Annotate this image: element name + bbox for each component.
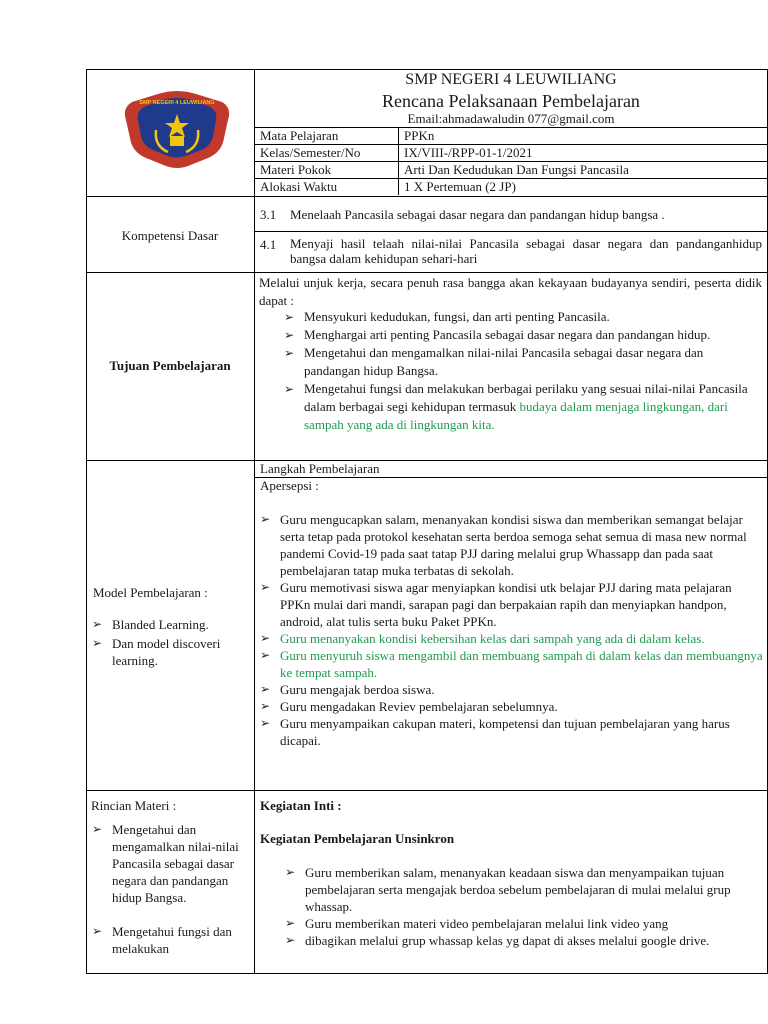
- list-item: ➢ dibagikan melalui grup whassap kelas yg dapat di akses melalui google drive.: [285, 933, 710, 948]
- arrow-bullet-icon: ➢: [260, 699, 271, 713]
- arrow-bullet-icon: ➢: [260, 682, 271, 696]
- info-value: Arti Dan Kedudukan Dan Fungsi Pancasila: [404, 162, 629, 177]
- info-label: Alokasi Waktu: [260, 179, 338, 194]
- inti-steps: [283, 864, 763, 949]
- arrow-bullet-icon: ➢: [285, 916, 296, 930]
- arrow-bullet-icon: ➢: [260, 716, 271, 730]
- list-item: ➢ Mensyukuri kedudukan, fungsi, dan arti penting Pancasila.: [284, 309, 610, 324]
- list-item: ➢ Guru menyuruh siswa mengambil dan membuang sampah di dalam kelas dan membuangnya ke tempat sampah.: [260, 648, 763, 680]
- list-item: ➢ Guru memberikan materi video pembelajaran melalui link video yang: [285, 916, 669, 931]
- school-name: SMP NEGERI 4 LEUWILIANG: [405, 71, 617, 88]
- logo-text: SMP NEGERI 4 LEUWILIANG: [139, 100, 215, 106]
- apersepsi-steps: [258, 511, 764, 749]
- kd1-text: Menelaah Pancasila sebagai dasar negara dan pandangan hidup bangsa .: [290, 207, 665, 222]
- page-title: Rencana Pelaksanaan Pembelajaran: [382, 91, 640, 111]
- arrow-bullet-icon: ➢: [260, 648, 271, 662]
- kd2-number: 4.1: [260, 237, 277, 252]
- info-value: 1 X Pertemuan (2 JP): [404, 179, 516, 194]
- arrow-bullet-icon: ➢: [92, 924, 103, 938]
- tujuan-intro: Melalui unjuk kerja, secara penuh rasa bangga akan kekayaan budayanya sendiri, peserta didik dapat :: [259, 275, 762, 308]
- list-item: ➢ Guru menanyakan kondisi kebersihan kelas dari sampah yang ada di dalam kelas.: [260, 631, 705, 646]
- arrow-bullet-icon: ➢: [92, 617, 103, 631]
- arrow-bullet-icon: ➢: [92, 822, 103, 836]
- arrow-bullet-icon: ➢: [284, 346, 295, 360]
- list-item: ➢ Guru memberikan salam, menanyakan keadaan siswa dan menyampaikan tujuan pembelajaran serta mengajak berdoa sebelum pembelajaran di mulai melalui grup whassap.: [285, 865, 731, 914]
- list-item: ➢ Mengetahui fungsi dan melakukan: [92, 924, 232, 956]
- list-item: ➢ Guru mengadakan Reviev pembelajaran sebelumnya.: [260, 699, 558, 714]
- arrow-bullet-icon: ➢: [285, 865, 296, 879]
- list-item: ➢ Guru memotivasi siswa agar menyiapkan kondisi utk belajar PJJ daring mata pelajaran PPKn mulai dari mandi, sarapan pagi dan berpakaian rapih dan menyiapkan handpon, android, alat tulis serta buku Paket PPKn.: [260, 580, 732, 629]
- list-item: ➢ Mengetahui dan mengamalkan nilai-nilai Pancasila sebagai dasar negara dan pandangan hidup Bangsa.: [92, 822, 239, 905]
- kd2-text: Menyaji hasil telaah nilai-nilai Pancasila sebagai dasar negara dan pandanganhidup bangsa dalam kehidupan sehari-hari: [290, 236, 762, 266]
- info-label: Materi Pokok: [260, 162, 332, 177]
- arrow-bullet-icon: ➢: [284, 328, 295, 342]
- kompetensi-label: Kompetensi Dasar: [121, 228, 219, 243]
- info-value: IX/VIII-/RPP-01-1/2021: [404, 145, 533, 160]
- school-logo: [118, 90, 236, 172]
- list-item: ➢ Guru mengajak berdoa siswa.: [260, 682, 435, 697]
- arrow-bullet-icon: ➢: [284, 382, 295, 396]
- arrow-bullet-icon: ➢: [260, 580, 271, 594]
- arrow-bullet-icon: ➢: [260, 631, 271, 645]
- email: Email:ahmadawaludin 077@gmail.com: [407, 111, 615, 126]
- list-item: ➢ Mengetahui dan mengamalkan nilai-nilai Pancasila sebagai dasar negara dan pandangan hidup Bangsa.: [284, 345, 704, 378]
- model-label: Model Pembelajaran :: [93, 585, 208, 600]
- kegiatan-inti-heading: Kegiatan Inti :: [260, 798, 342, 813]
- langkah-heading: Langkah Pembelajaran: [260, 461, 380, 476]
- rincian-list: [92, 821, 250, 957]
- kd1-number: 3.1: [260, 207, 277, 222]
- info-label: Kelas/Semester/No: [260, 145, 361, 160]
- arrow-bullet-icon: ➢: [285, 933, 296, 947]
- arrow-bullet-icon: ➢: [284, 310, 295, 324]
- rincian-label: Rincian Materi :: [91, 798, 177, 813]
- list-item: ➢ Dan model discoveri learning.: [92, 636, 221, 668]
- list-item: ➢ Menghargai arti penting Pancasila sebagai dasar negara dan pandangan hidup.: [284, 327, 711, 342]
- arrow-bullet-icon: ➢: [92, 636, 103, 650]
- tujuan-label: Tujuan Pembelajaran: [109, 358, 231, 373]
- list-item: ➢ Mengetahui fungsi dan melakukan berbagai perilaku yang sesuai nilai-nilai Pancasila dalam berbagai segi kehidupan termasuk budaya dalam menjaga lingkungan, dari sampah yang ada di lingkungan kita.: [284, 381, 748, 432]
- info-label: Mata Pelajaran: [260, 128, 339, 143]
- apersepsi-heading: Apersepsi :: [260, 478, 319, 493]
- model-list: [92, 616, 250, 669]
- info-value: PPKn: [404, 128, 435, 143]
- list-item: ➢ Blanded Learning.: [92, 617, 209, 632]
- tujuan-list: [282, 308, 760, 434]
- list-item: ➢ Guru mengucapkan salam, menanyakan kondisi siswa dan memberikan semangat belajar serta tetap pada protokol kesehatan serta berdoa semoga sehat semua di masa new normal pandemi Covid-19 pada saat tatap PJJ daring melalui grup Whassapp dan pada saat pembelajaran tatap muka terbatas di sekolah.: [260, 512, 747, 578]
- list-item: ➢ Guru menyampaikan cakupan materi, kompetensi dan tujuan pembelajaran yang harus dicapai.: [260, 716, 730, 748]
- arrow-bullet-icon: ➢: [260, 512, 271, 526]
- unsinkron-heading: Kegiatan Pembelajaran Unsinkron: [260, 831, 455, 846]
